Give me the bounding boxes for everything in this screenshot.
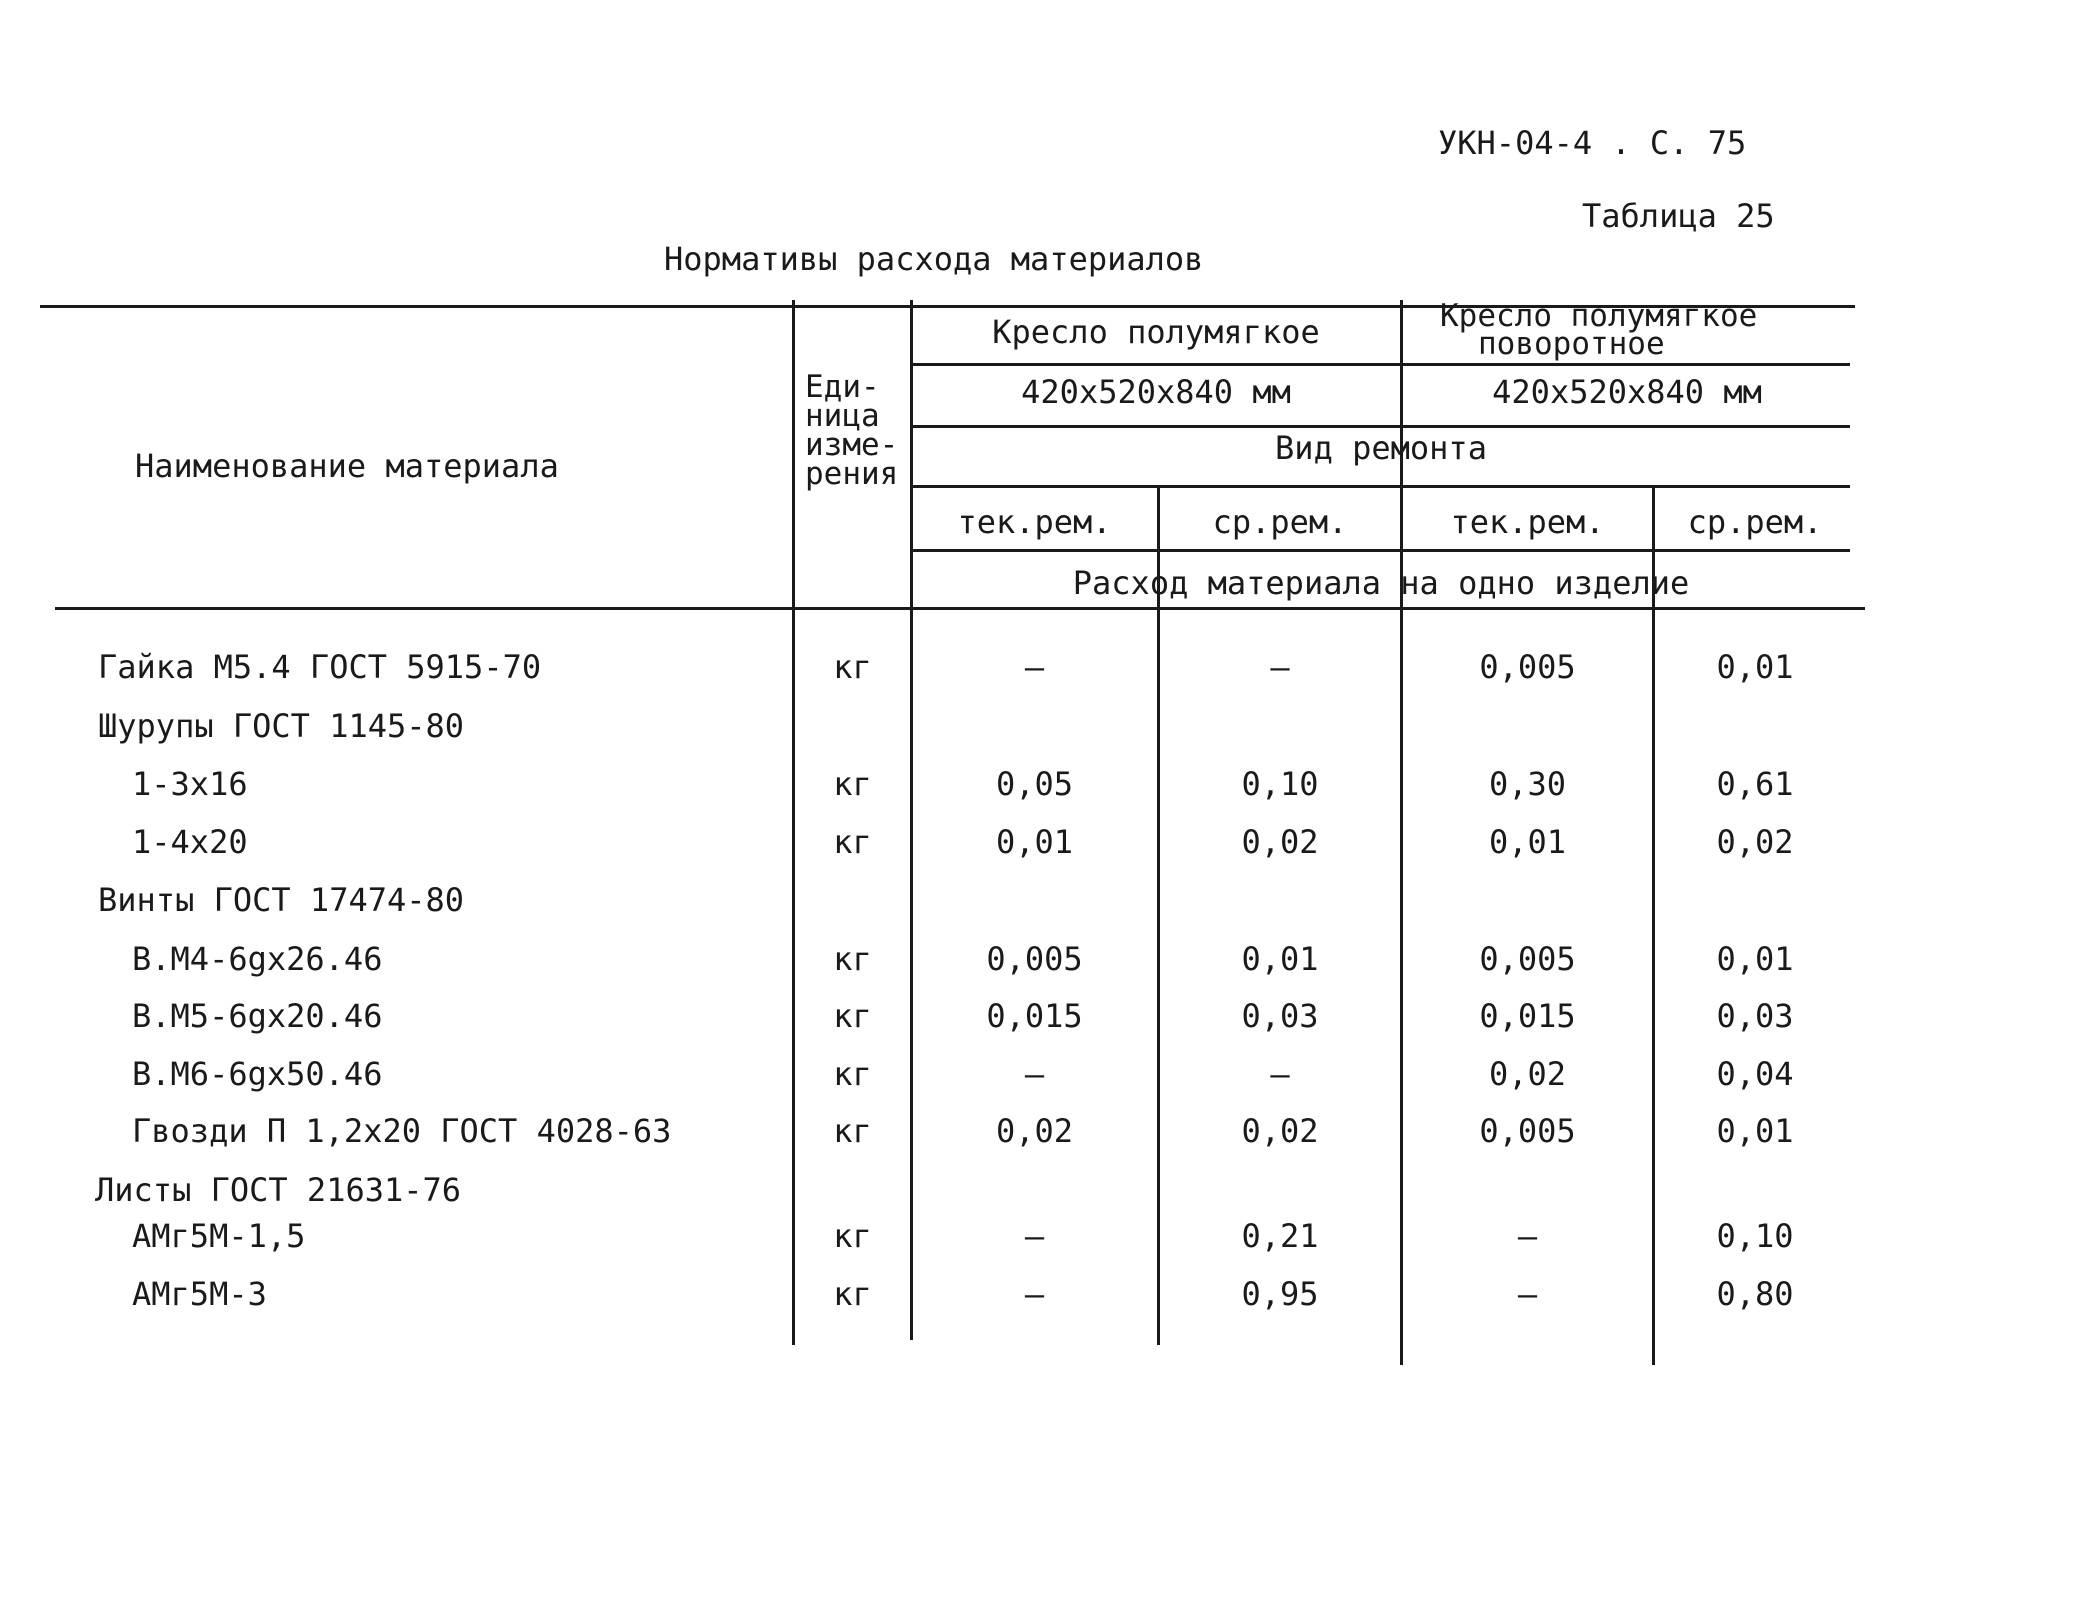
value-cell: 0,61 <box>1716 765 1794 803</box>
value-cell: 0,02 <box>1241 1112 1319 1150</box>
value-cell: 0,02 <box>1716 823 1794 861</box>
col-divider-p1 <box>1157 485 1160 1345</box>
product1-header: Кресло полумягкое <box>992 313 1320 351</box>
value-cell: 0,30 <box>1488 765 1567 803</box>
value-cell: 0,01 <box>1716 648 1794 686</box>
value-cell: 0,005 <box>1479 648 1576 686</box>
material-name: 1-3x16 <box>132 765 248 803</box>
material-name: В.М5-6gx20.46 <box>132 997 383 1035</box>
value-cell: 0,015 <box>986 997 1083 1035</box>
value-cell: 0,04 <box>1716 1055 1794 1093</box>
value-cell: 0,02 <box>1241 823 1319 861</box>
unit-cell: кг <box>833 765 872 803</box>
table-number: Таблица 25 <box>1582 197 1775 235</box>
unit-header-line: ница <box>805 398 880 434</box>
value-cell: 0,01 <box>1488 823 1567 861</box>
value-cell: – <box>1024 1217 1045 1255</box>
product2-header <box>1440 298 1758 362</box>
value-cell: 0,03 <box>1716 997 1794 1035</box>
value-cell: 0,10 <box>1716 1217 1794 1255</box>
value-cell: 0,005 <box>1479 1112 1576 1150</box>
product2-size: 420x520x840 мм <box>1492 373 1762 411</box>
product2-header-line: поворотное <box>1478 326 1665 362</box>
material-name: Шурупы ГОСТ 1145-80 <box>98 707 465 745</box>
unit-column-header <box>805 369 899 492</box>
value-cell: 0,10 <box>1241 765 1319 803</box>
value-cell: – <box>1517 1217 1538 1255</box>
product2-header-line: Кресло полумягкое <box>1440 298 1758 334</box>
value-cell: – <box>1024 648 1045 686</box>
material-name: 1-4x20 <box>132 823 248 861</box>
unit-cell: кг <box>833 1055 872 1093</box>
unit-cell: кг <box>833 1275 872 1313</box>
unit-cell: кг <box>833 648 872 686</box>
value-cell: – <box>1270 1055 1290 1093</box>
value-cell: – <box>1024 1055 1045 1093</box>
value-cell: 0,80 <box>1716 1275 1794 1313</box>
value-cell: – <box>1517 1275 1538 1313</box>
material-name: Гвозди П 1,2x20 ГОСТ 4028-63 <box>132 1112 672 1150</box>
value-cell: 0,005 <box>986 940 1083 978</box>
value-cell: 0,02 <box>995 1112 1074 1150</box>
material-name: В.М6-6gx50.46 <box>132 1055 383 1093</box>
material-name: Гайка М5.4 ГОСТ 5915-70 <box>98 648 542 686</box>
value-cell: 0,21 <box>1241 1217 1319 1255</box>
repair-type-header: Вид ремонта <box>1275 429 1487 467</box>
value-cell: 0,01 <box>1716 940 1794 978</box>
document-reference: УКН-04-4 . С. 75 <box>1438 124 1747 162</box>
subcol-header: ср.рем. <box>1212 503 1348 541</box>
col-divider-unit <box>792 300 795 1345</box>
unit-cell: кг <box>833 997 872 1035</box>
value-cell: 0,02 <box>1488 1055 1567 1093</box>
unit-header-line: Еди- <box>805 369 880 405</box>
value-cell: 0,95 <box>1241 1275 1319 1313</box>
value-cell: 0,05 <box>995 765 1074 803</box>
table-title: Нормативы расхода материалов <box>664 240 1204 278</box>
header-bottom-rule <box>55 607 1865 610</box>
header-rule-product <box>912 363 1850 366</box>
value-cell: 0,01 <box>995 823 1074 861</box>
value-cell: 0,01 <box>1716 1112 1794 1150</box>
header-rule-size <box>912 425 1850 428</box>
material-name: АМг5М-1,5 <box>132 1217 306 1255</box>
value-cell: 0,015 <box>1479 997 1576 1035</box>
unit-header-line: рения <box>805 456 899 492</box>
header-rule-repair <box>912 485 1850 488</box>
material-name: В.М4-6gx26.46 <box>132 940 383 978</box>
value-cell: – <box>1024 1275 1045 1313</box>
unit-header-line: изме- <box>805 427 899 463</box>
header-rule-subcols <box>912 549 1850 552</box>
unit-cell: кг <box>833 940 872 978</box>
unit-cell: кг <box>833 1217 872 1255</box>
value-cell: – <box>1270 648 1290 686</box>
material-name: АМг5М-3 <box>132 1275 267 1313</box>
value-cell: 0,005 <box>1479 940 1576 978</box>
value-cell: 0,01 <box>1241 940 1319 978</box>
value-cell: 0,03 <box>1241 997 1319 1035</box>
product1-size: 420x520x840 мм <box>1021 373 1291 411</box>
consumption-header: Расход материала на одно изделие <box>1072 564 1690 602</box>
unit-cell: кг <box>833 823 872 861</box>
material-column-header: Наименование материала <box>135 447 559 485</box>
material-name: Винты ГОСТ 17474-80 <box>98 881 465 919</box>
subcol-header: ср.рем. <box>1687 503 1823 541</box>
subcol-header: тек.рем. <box>1450 503 1605 541</box>
unit-cell: кг <box>833 1112 872 1150</box>
material-name: Листы ГОСТ 21631-76 <box>95 1171 462 1209</box>
subcol-header: тек.рем. <box>957 503 1112 541</box>
